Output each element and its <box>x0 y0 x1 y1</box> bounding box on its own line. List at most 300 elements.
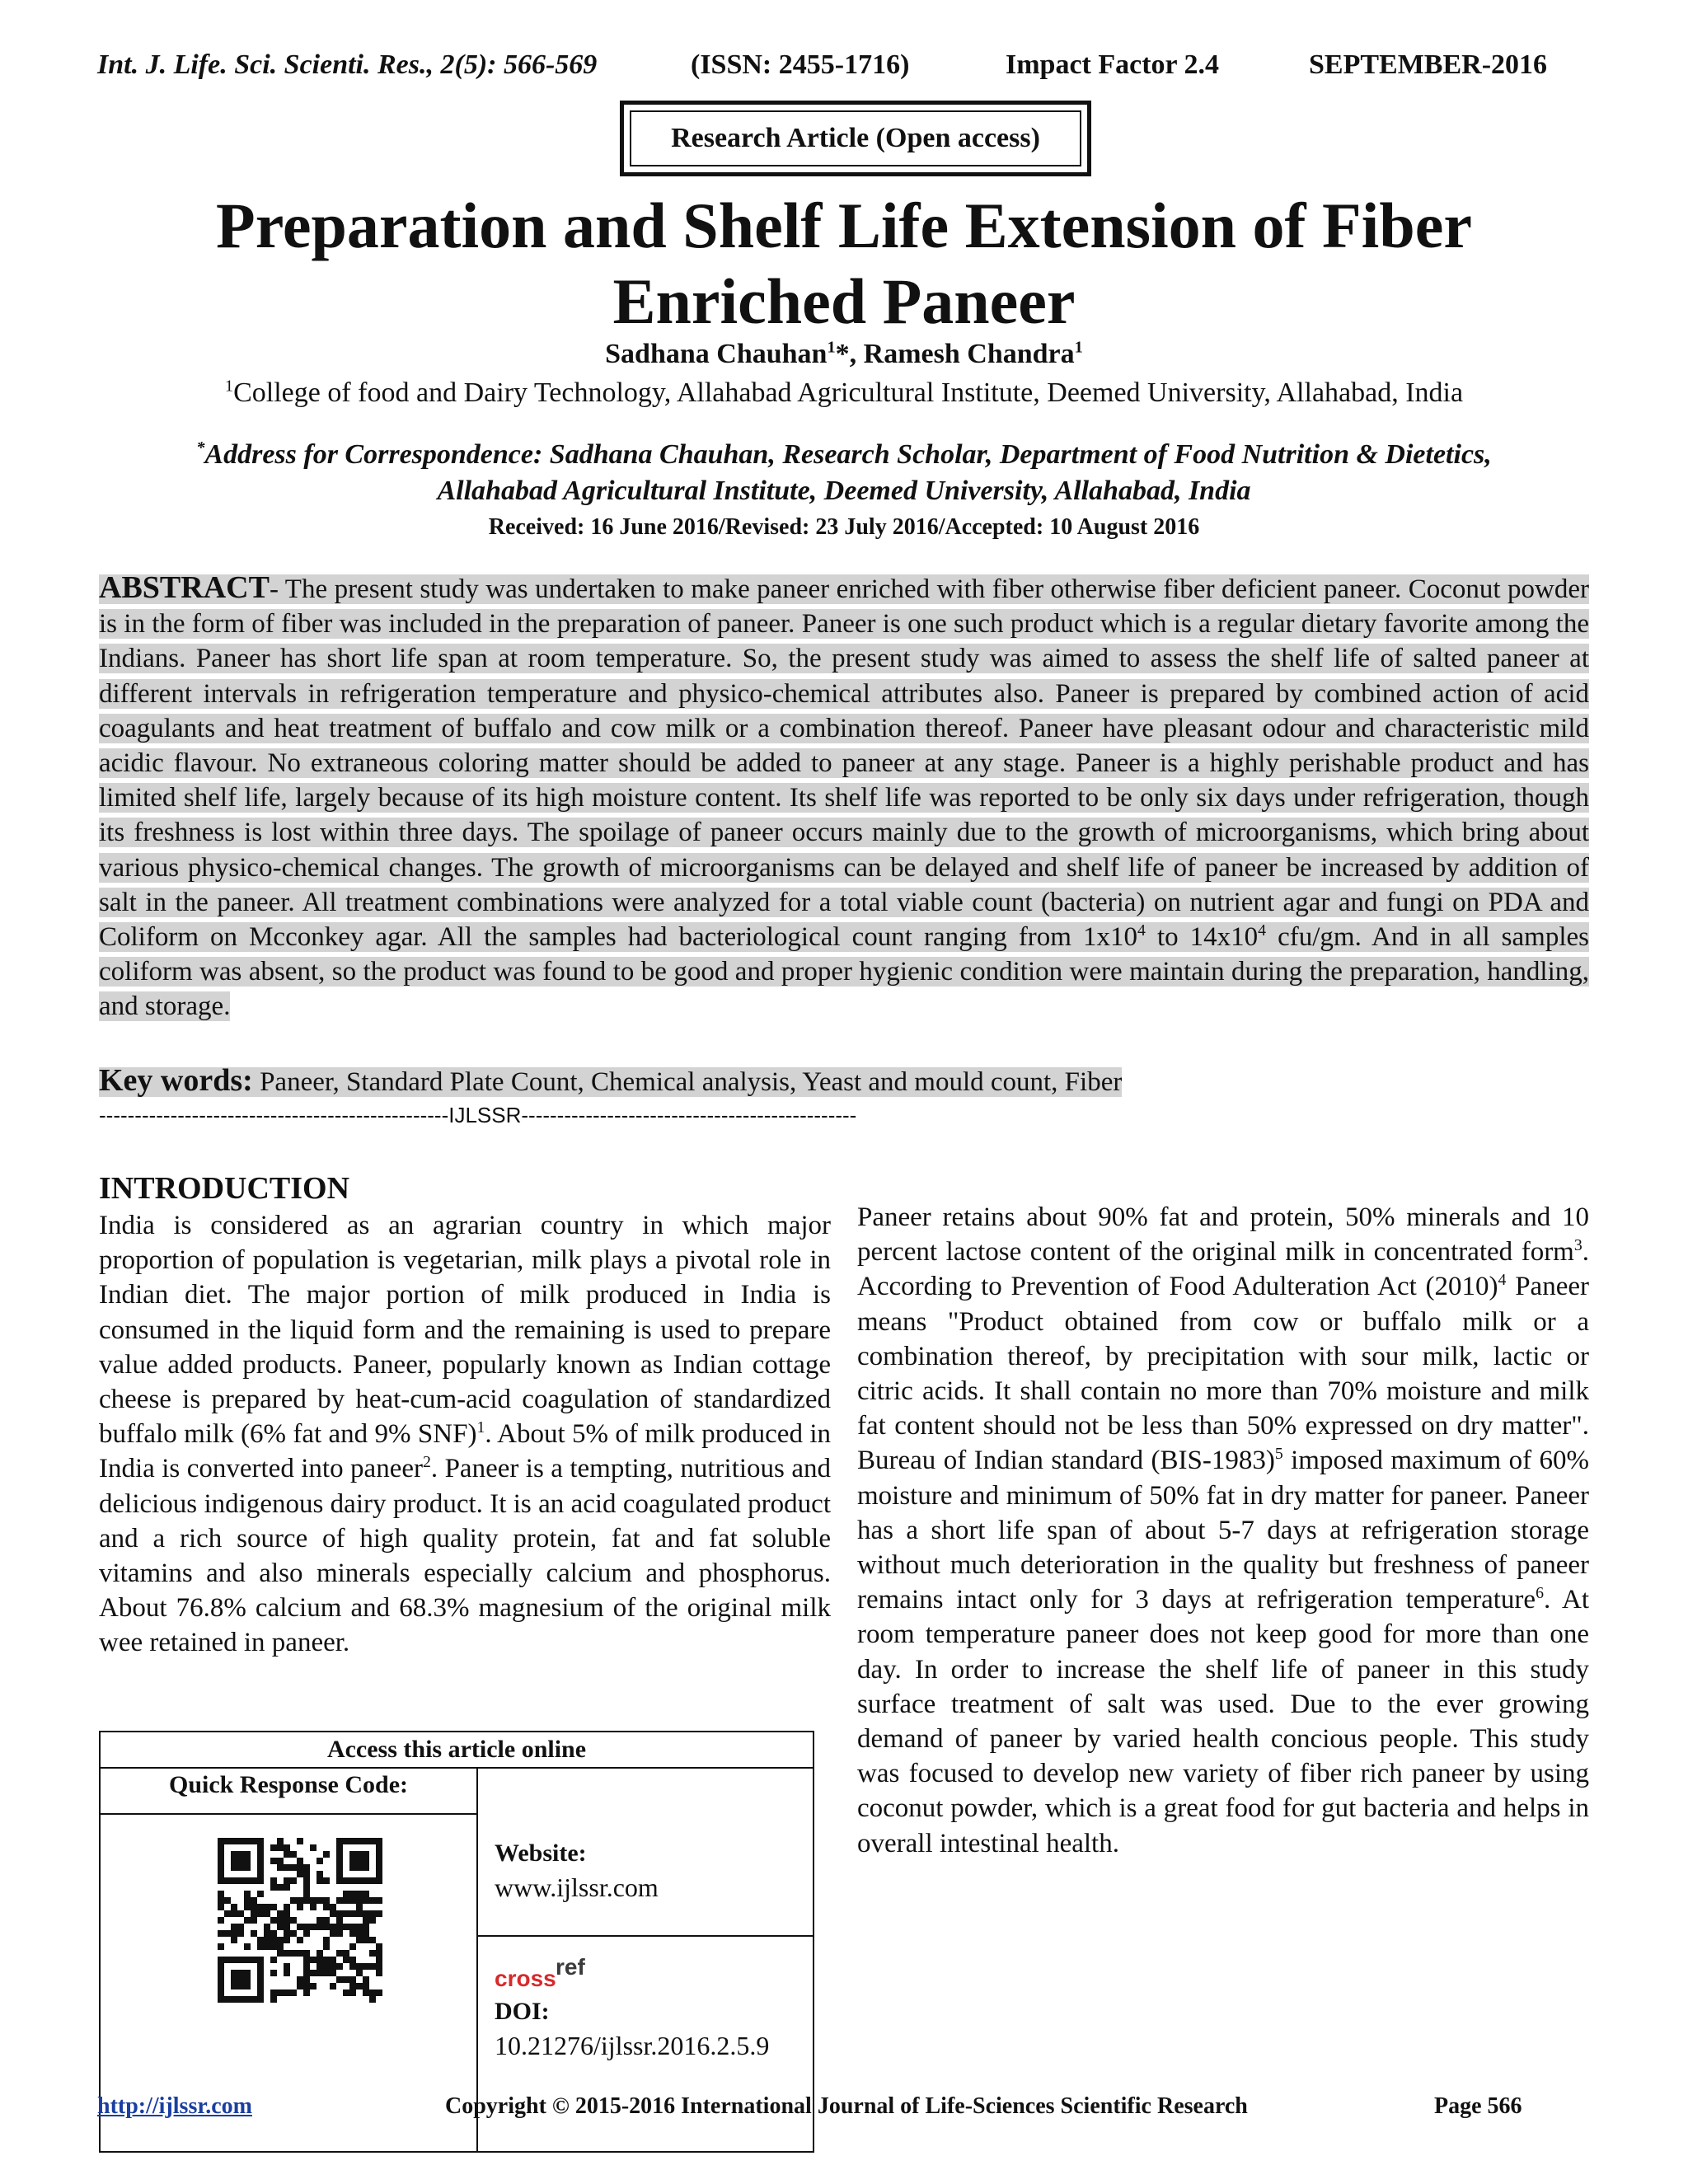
qr-module <box>277 1943 284 1950</box>
qr-module <box>376 1838 382 1844</box>
qr-module <box>376 1871 382 1877</box>
qr-module <box>244 1864 251 1871</box>
qr-module <box>323 1957 330 1963</box>
reference-mark: 6 <box>1536 1584 1544 1603</box>
website-link[interactable]: www.ijlssr.com <box>495 1872 659 1902</box>
qr-module <box>251 1917 257 1924</box>
qr-module <box>257 1891 264 1897</box>
qr-module <box>349 1877 356 1884</box>
crossref-word-b: ref <box>556 1954 585 1980</box>
qr-module <box>349 1943 356 1950</box>
qr-module <box>316 1957 323 1963</box>
correspondence <box>91 437 1597 509</box>
qr-module <box>284 1884 290 1891</box>
qr-module <box>363 1963 369 1970</box>
qr-module <box>218 1957 224 1963</box>
qr-module <box>376 1897 382 1904</box>
qr-module <box>369 1877 376 1884</box>
qr-module <box>231 1924 237 1930</box>
qr-module <box>376 1970 382 1976</box>
qr-module <box>356 1904 363 1910</box>
reference-mark: 2 <box>422 1453 431 1472</box>
qr-module <box>297 1950 303 1957</box>
qr-module <box>356 1963 363 1970</box>
qr-module <box>323 1943 330 1950</box>
qr-module <box>257 1957 264 1963</box>
qr-module <box>330 1963 336 1970</box>
doi-link[interactable]: 10.21276/ijlssr.2016.2.5.9 <box>495 2031 770 2060</box>
qr-module <box>231 1957 237 1963</box>
qr-module <box>303 1871 310 1877</box>
qr-module <box>356 1864 363 1871</box>
qr-module <box>224 1957 231 1963</box>
qr-module <box>257 1858 264 1864</box>
qr-module <box>251 1877 257 1884</box>
qr-module <box>244 1877 251 1884</box>
qr-code-icon[interactable] <box>218 1838 382 2003</box>
qr-module <box>284 1950 290 1957</box>
qr-module <box>336 1917 343 1924</box>
authors <box>82 336 1606 373</box>
qr-module <box>310 1924 316 1930</box>
qr-module <box>336 1838 343 1844</box>
doi-label: DOI: <box>495 1998 550 2025</box>
qr-module <box>231 1996 237 2003</box>
body-text: imposed maximum of 60% moisture and minimum of 50% fat in dry matter for paneer. Paneer has a short life span of about 5-7 days at refrigeration storage without much deterioration in the quality but freshness of paneer remains intact only for 3 days at refrigeration temperature <box>857 1446 1589 1615</box>
qr-module <box>356 1891 363 1897</box>
qr-module <box>231 1904 237 1910</box>
qr-module <box>303 1990 310 1996</box>
qr-module <box>336 1950 343 1957</box>
qr-module <box>218 1970 224 1976</box>
qr-module <box>349 1990 356 1996</box>
qr-module <box>316 1970 323 1976</box>
qr-module <box>303 1983 310 1990</box>
journal-citation: Int. J. Life. Sci. Scienti. Res., 2(5): 566-569 <box>97 49 598 80</box>
qr-module <box>231 1970 237 1976</box>
affiliation-mark: 1 <box>1074 338 1083 357</box>
qr-module <box>376 1858 382 1864</box>
affiliation-text: College of food and Dairy Technology, Allahabad Agricultural Institute, Deemed University, Allahabad, India <box>233 377 1464 408</box>
qr-module <box>257 1963 264 1970</box>
qr-module <box>336 1924 343 1930</box>
qr-module <box>356 1858 363 1864</box>
qr-module <box>356 1851 363 1858</box>
qr-module <box>244 1904 251 1910</box>
qr-module <box>363 1976 369 1983</box>
qr-module <box>330 1904 336 1910</box>
qr-module <box>323 1970 330 1976</box>
qr-module <box>336 1897 343 1904</box>
qr-module <box>218 1844 224 1851</box>
qr-module <box>323 1937 330 1943</box>
qr-module <box>363 1937 369 1943</box>
qr-module <box>237 1970 244 1976</box>
qr-module <box>257 1864 264 1871</box>
qr-module <box>290 1851 297 1858</box>
qr-module <box>330 1910 336 1917</box>
qr-module <box>330 1957 336 1963</box>
qr-module <box>343 1838 349 1844</box>
qr-module <box>303 1864 310 1871</box>
qr-module <box>237 1910 244 1917</box>
qr-module <box>251 1838 257 1844</box>
qr-module <box>303 1930 310 1937</box>
qr-module <box>270 1937 277 1943</box>
crossref-logo <box>495 1953 618 1994</box>
abstract-text: - The present study was undertaken to make paneer enriched with fiber otherwise fiber deficient paneer. Coconut powder is in the form of fiber was included in the preparation of paneer. Paneer is one such product which is a regular dietary favorite among the Indians. Paneer has short life span at room temperature. So, the present study was aimed to assess the shelf life of salted paneer at different intervals in refrigeration temperature and physico-chemical attributes also. Paneer is prepared by combined action of acid coagulants and heat treatment of buffalo and cow milk or a combination thereof. Paneer have pleasant odour and characteristic mild acidic flavour. No extraneous coloring matter should be added to paneer at any stage. Paneer is a highly perishable product and has limited shelf life, largely because of its high moisture content. Its shelf life was reported to be only six days under refrigeration, though its freshness is lost within three days. The spoilage of paneer occurs mainly due to the growth of microorganisms, which bring about various physico-chemical changes. The growth of microorganisms can be delayed and shelf life of paneer be increased by addition of salt in the paneer. All treatment combinations were analyzed for a total viable count (bacteria) on nutrient agar and fungi on PDA and Coliform on Mcconkey agar. All the samples had bacteriological count ranging from 1x10 <box>99 574 1589 953</box>
qr-module <box>224 1838 231 1844</box>
qr-module <box>257 1838 264 1844</box>
qr-module <box>231 1858 237 1864</box>
qr-module <box>303 1924 310 1930</box>
qr-module <box>349 1858 356 1864</box>
qr-module <box>363 1851 369 1858</box>
qr-module <box>356 1910 363 1917</box>
qr-module <box>237 1851 244 1858</box>
qr-module <box>303 1963 310 1970</box>
qr-module <box>343 1910 349 1917</box>
qr-module <box>369 1917 376 1924</box>
introduction-right-column <box>857 1200 1589 1861</box>
qr-module <box>231 1976 237 1983</box>
qr-module <box>369 1937 376 1943</box>
qr-module <box>330 1930 336 1937</box>
qr-module <box>323 1963 330 1970</box>
qr-module <box>349 1851 356 1858</box>
qr-module <box>257 1943 264 1950</box>
qr-module <box>244 1996 251 2003</box>
separator-line: -------------------------------------------------IJLSSR----------------------------------------------- <box>99 1103 857 1127</box>
qr-module <box>330 1970 336 1976</box>
qr-module <box>363 1838 369 1844</box>
qr-module <box>376 1943 382 1950</box>
qr-module <box>349 1963 356 1970</box>
qr-module <box>336 1963 343 1970</box>
qr-module <box>316 1858 323 1864</box>
qr-module <box>270 1957 277 1963</box>
qr-module <box>270 1884 277 1891</box>
qr-module <box>237 1983 244 1990</box>
qr-module <box>336 1910 343 1917</box>
qr-module <box>270 1970 277 1976</box>
qr-module <box>270 1877 277 1884</box>
qr-code-graphic <box>218 1838 382 2003</box>
qr-module <box>257 1844 264 1851</box>
qr-module <box>264 1937 270 1943</box>
qr-module <box>369 1897 376 1904</box>
qr-module <box>264 1943 270 1950</box>
qr-module <box>270 1844 277 1851</box>
qr-module <box>316 1924 323 1930</box>
qr-module <box>323 1877 330 1884</box>
qr-module <box>237 1838 244 1844</box>
qr-module <box>244 1858 251 1864</box>
qr-module <box>218 1930 224 1937</box>
corresponding-mark: *, <box>835 339 864 369</box>
issue-date: SEPTEMBER-2016 <box>1309 49 1548 80</box>
qr-module <box>284 1990 290 1996</box>
qr-module <box>244 1957 251 1963</box>
abstract-label: ABSTRACT <box>99 570 270 605</box>
qr-module <box>218 1838 224 1844</box>
qr-module <box>257 1996 264 2003</box>
qr-module <box>303 1970 310 1976</box>
qr-module <box>349 1864 356 1871</box>
qr-module <box>323 1924 330 1930</box>
qr-module <box>244 1917 251 1924</box>
qr-module <box>363 1858 369 1864</box>
qr-module <box>218 1864 224 1871</box>
qr-module <box>376 1864 382 1871</box>
qr-module <box>356 1838 363 1844</box>
qr-module <box>303 1957 310 1963</box>
qr-module <box>310 1970 316 1976</box>
qr-label: Quick Response Code: <box>101 1769 476 1815</box>
qr-module <box>257 1937 264 1943</box>
keywords-text: Paneer, Standard Plate Count, Chemical analysis, Yeast and mould count, Fiber <box>252 1067 1123 1097</box>
exponent: 4 <box>1258 921 1267 940</box>
qr-module <box>349 1930 356 1937</box>
qr-module <box>277 1917 284 1924</box>
correspondence-line-1: Address for Correspondence: Sadhana Chauhan, Research Scholar, Department of Food Nutrition & Dietetics, <box>204 439 1492 470</box>
author-name: Sadhana Chauhan <box>605 339 828 369</box>
qr-module <box>277 1844 284 1851</box>
qr-module <box>218 1904 224 1910</box>
qr-module <box>363 1917 369 1924</box>
qr-module <box>270 1996 277 2003</box>
qr-module <box>297 1983 303 1990</box>
qr-module <box>277 1838 284 1844</box>
qr-module <box>244 1851 251 1858</box>
qr-module <box>244 1943 251 1950</box>
affiliation <box>82 375 1606 411</box>
qr-module <box>310 1957 316 1963</box>
qr-module <box>251 1897 257 1904</box>
qr-module <box>244 1838 251 1844</box>
qr-module <box>218 1897 224 1904</box>
qr-module <box>363 1864 369 1871</box>
qr-module <box>316 1963 323 1970</box>
qr-module <box>224 1910 231 1917</box>
crossref-word-a: cross <box>495 1966 556 1991</box>
abstract-text: cfu/gm. And in all samples coliform was absent, so the product was found to be good and proper hygienic condition were maintain during the preparation, handling, and storage. <box>99 922 1589 1022</box>
qr-module <box>231 1864 237 1871</box>
qr-module <box>270 1943 277 1950</box>
body-text: . Paneer is a tempting, nutritious and delicious indigenous dairy product. It is an acid coagulated product and a rich source of high quality protein, fat and fat soluble vitamins and also minerals especially calcium and phosphorus. About 76.8% calcium and 68.3% magnesium of the original milk wee retained in paneer. <box>99 1454 831 1658</box>
qr-module <box>356 1930 363 1937</box>
qr-module <box>356 1983 363 1990</box>
qr-module <box>218 1990 224 1996</box>
qr-module <box>264 1910 270 1917</box>
body-text: . At room temperature paneer does not keep good for more than one day. In order to increase the shelf life of paneer in this study surface treatment of salt was used. Due to the ever growing demand of paneer by varied health concious people. This study was focused to develop new variety of fiber rich paneer by using coconut powder, which is a great food for gut bacteria and helps in overall intestinal health. <box>857 1585 1589 1858</box>
qr-module <box>218 1983 224 1990</box>
qr-module <box>237 1924 244 1930</box>
received-dates: Received: 16 June 2016/Revised: 23 July 2016/Accepted: 10 August 2016 <box>488 514 1200 540</box>
qr-module <box>323 1851 330 1858</box>
qr-module <box>284 1937 290 1943</box>
qr-module <box>363 1877 369 1884</box>
qr-module <box>264 1924 270 1930</box>
qr-module <box>224 1996 231 2003</box>
qr-module <box>297 1864 303 1871</box>
qr-module <box>303 1950 310 1957</box>
qr-module <box>257 1871 264 1877</box>
abstract <box>99 570 1589 1024</box>
qr-module <box>257 1877 264 1884</box>
crossref-logo-icon <box>495 1953 618 1994</box>
keywords-label: Key words: <box>99 1063 253 1098</box>
reference-mark: 1 <box>476 1418 485 1437</box>
qr-module <box>284 1930 290 1937</box>
affiliation-mark: 1 <box>224 377 234 396</box>
qr-module <box>257 1904 264 1910</box>
qr-module <box>284 1864 290 1871</box>
qr-module <box>257 1970 264 1976</box>
abstract-text: to 14x10 <box>1145 922 1259 953</box>
journal-url-link[interactable]: http://ijlssr.com <box>97 2093 252 2119</box>
qr-module <box>277 1924 284 1930</box>
qr-module <box>237 1930 244 1937</box>
qr-module <box>218 1943 224 1950</box>
qr-module <box>251 1904 257 1910</box>
qr-module <box>231 1851 237 1858</box>
qr-module <box>218 1877 224 1884</box>
qr-module <box>356 1877 363 1884</box>
qr-module <box>270 1917 277 1924</box>
qr-module <box>343 1990 349 1996</box>
qr-module <box>323 1917 330 1924</box>
qr-module <box>336 1844 343 1851</box>
qr-module <box>270 1930 277 1937</box>
qr-module <box>323 1904 330 1910</box>
qr-module <box>376 1851 382 1858</box>
qr-module <box>330 1924 336 1930</box>
qr-module <box>336 1871 343 1877</box>
qr-module <box>277 1864 284 1871</box>
qr-module <box>237 1976 244 1983</box>
qr-module <box>237 1996 244 2003</box>
qr-module <box>251 1910 257 1917</box>
qr-module <box>356 1924 363 1930</box>
qr-module <box>284 1904 290 1910</box>
qr-module <box>369 1910 376 1917</box>
reference-mark: 3 <box>1573 1236 1582 1255</box>
qr-module <box>369 1950 376 1957</box>
qr-module <box>349 1976 356 1983</box>
qr-module <box>297 1897 303 1904</box>
qr-module <box>310 1983 316 1990</box>
qr-module <box>349 1957 356 1963</box>
website-label: Website: <box>495 1840 587 1867</box>
qr-module <box>343 1957 349 1963</box>
qr-module <box>369 1990 376 1996</box>
qr-module <box>376 1844 382 1851</box>
qr-module <box>303 1976 310 1983</box>
qr-module <box>231 1877 237 1884</box>
qr-module <box>284 1877 290 1884</box>
qr-module <box>376 1990 382 1996</box>
qr-module <box>369 1963 376 1970</box>
qr-module <box>363 1983 369 1990</box>
qr-module <box>270 1858 277 1864</box>
qr-module <box>277 1910 284 1917</box>
qr-module <box>343 1950 349 1957</box>
qr-module <box>316 1871 323 1877</box>
qr-module <box>303 1884 310 1891</box>
qr-module <box>284 1851 290 1858</box>
qr-module <box>310 1844 316 1851</box>
qr-module <box>303 1877 310 1884</box>
qr-module <box>251 1957 257 1963</box>
qr-module <box>218 1917 224 1924</box>
article-title: Preparation and Shelf Life Extension of Fiber Enriched Paneer <box>216 190 1472 337</box>
qr-module <box>244 1976 251 1983</box>
qr-module <box>290 1877 297 1884</box>
qr-module <box>264 1904 270 1910</box>
qr-module <box>290 1864 297 1871</box>
body-text: . According to Prevention of Food Adulteration Act (2010) <box>857 1237 1589 1302</box>
qr-module <box>356 1970 363 1976</box>
qr-module <box>363 1930 369 1937</box>
article-type-box <box>620 101 1091 176</box>
qr-module <box>330 1983 336 1990</box>
qr-module <box>237 1864 244 1871</box>
qr-module <box>363 1990 369 1996</box>
qr-module <box>316 1897 323 1904</box>
qr-module <box>349 1924 356 1930</box>
qr-module <box>349 1897 356 1904</box>
qr-module <box>303 1891 310 1897</box>
page-number: Page 566 <box>1434 2093 1522 2119</box>
qr-module <box>224 1877 231 1884</box>
qr-module <box>343 1891 349 1897</box>
qr-module <box>277 1884 284 1891</box>
copyright: Copyright © 2015-2016 International Journal of Life-Sciences Scientific Research <box>445 2093 1248 2119</box>
qr-module <box>349 1891 356 1897</box>
qr-module <box>231 1937 237 1943</box>
qr-module <box>369 1996 376 2003</box>
qr-module <box>336 1864 343 1871</box>
box-divider <box>478 1935 814 1937</box>
qr-module <box>297 1858 303 1864</box>
qr-module <box>297 1937 303 1943</box>
qr-module <box>310 1904 316 1910</box>
qr-module <box>343 1897 349 1904</box>
body-text: India is considered as an agrarian country in which major proportion of population is vegetarian, milk plays a pivotal role in Indian diet. The major portion of milk produced in India is consumed in the liquid form and the remaining is used to prepare value added products. Paneer, popularly known as Indian cottage cheese is prepared by heat-cum-acid coagulation of standardized buffalo milk (6% fat and 9% SNF) <box>99 1211 831 1450</box>
qr-module <box>349 1838 356 1844</box>
qr-module <box>264 1930 270 1937</box>
qr-module <box>231 1910 237 1917</box>
qr-module <box>376 1963 382 1970</box>
qr-module <box>290 1990 297 1996</box>
qr-module <box>297 1838 303 1844</box>
qr-module <box>257 1851 264 1858</box>
qr-module <box>218 1963 224 1970</box>
reference-mark: 5 <box>1274 1445 1283 1464</box>
qr-module <box>349 1983 356 1990</box>
qr-module <box>363 1924 369 1930</box>
qr-module <box>356 1937 363 1943</box>
qr-module <box>336 1858 343 1864</box>
body-text: . About 5% of milk produced in India is converted into paneer <box>99 1419 831 1484</box>
keywords <box>99 1063 1122 1099</box>
qr-module <box>251 1930 257 1937</box>
qr-module <box>231 1838 237 1844</box>
qr-module <box>284 1963 290 1970</box>
qr-module <box>277 1937 284 1943</box>
qr-module <box>218 1858 224 1864</box>
